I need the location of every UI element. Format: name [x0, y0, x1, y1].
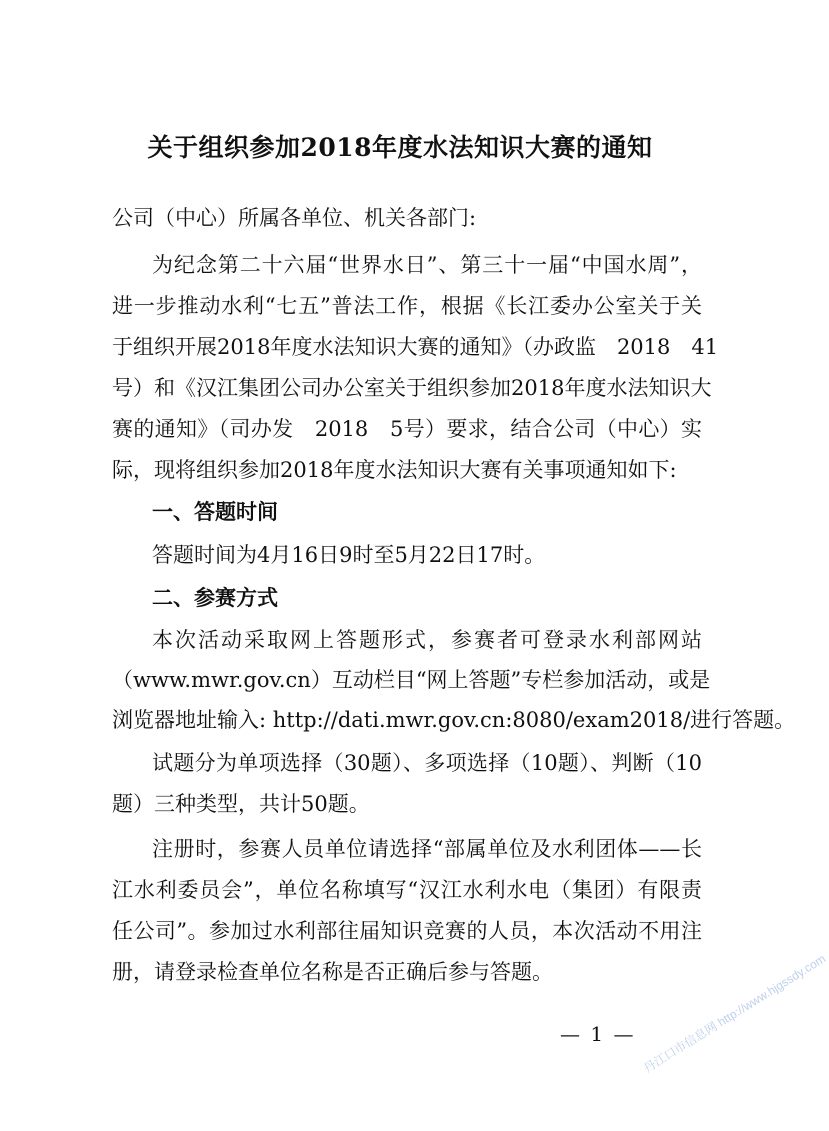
- para3-line-1: 试题分为单项选择（30题）、多项选择（10题）、判断（10: [152, 751, 702, 775]
- para1-line-2: 进一步推动水利“七五”普法工作，根据《长江委办公室关于关: [112, 294, 702, 318]
- para4-line-3: 任公司”。参加过水利部往届知识竞赛的人员，本次活动不用注: [112, 919, 702, 943]
- page-number: — 1 —: [560, 1022, 636, 1046]
- salutation: 公司（中心）所属各单位、机关各部门:: [112, 206, 477, 230]
- para2-line-2: （www.mwr.gov.cn）互动栏目“网上答题”专栏参加活动，或是: [112, 668, 711, 692]
- section2-heading: 二、参赛方式: [152, 585, 278, 610]
- para2-line-3: 浏览器地址输入: http://dati.mwr.gov.cn:8080/exam2018/进行答题。: [112, 708, 796, 732]
- section1-heading: 一、答题时间: [152, 499, 278, 524]
- para4-line-2: 江水利委员会”，单位名称填写“汉江水利水电（集团）有限责: [112, 878, 702, 902]
- para4-line-1: 注册时，参赛人员单位请选择“部属单位及水利团体——长: [152, 837, 702, 861]
- para2-line-1: 本次活动采取网上答题形式，参赛者可登录水利部网站: [152, 628, 702, 652]
- para3-line-2: 题）三种类型，共计50题。: [112, 792, 370, 816]
- document-title: 关于组织参加2018年度水法知识大赛的通知: [147, 133, 653, 162]
- para1-line-1: 为纪念第二十六届“世界水日”、第三十一届“中国水周”，: [152, 253, 702, 277]
- para1-line-3: 于组织开展2018年度水法知识大赛的通知》（办政监 2018 41: [112, 335, 719, 359]
- section1-text: 答题时间为4月16日9时至5月22日17时。: [152, 543, 546, 567]
- watermark: 丹江口市信息网 http://www.hjgssdy.com: [641, 951, 829, 1076]
- para1-line-5: 赛的通知》（司办发 2018 5号）要求，结合公司（中心）实: [112, 417, 702, 441]
- para1-line-4: 号）和《汉江集团公司办公室关于组织参加2018年度水法知识大: [112, 376, 712, 400]
- para4-line-4: 册，请登录检查单位名称是否正确后参与答题。: [112, 960, 553, 984]
- para1-line-6: 际，现将组织参加2018年度水法知识大赛有关事项通知如下:: [112, 458, 677, 482]
